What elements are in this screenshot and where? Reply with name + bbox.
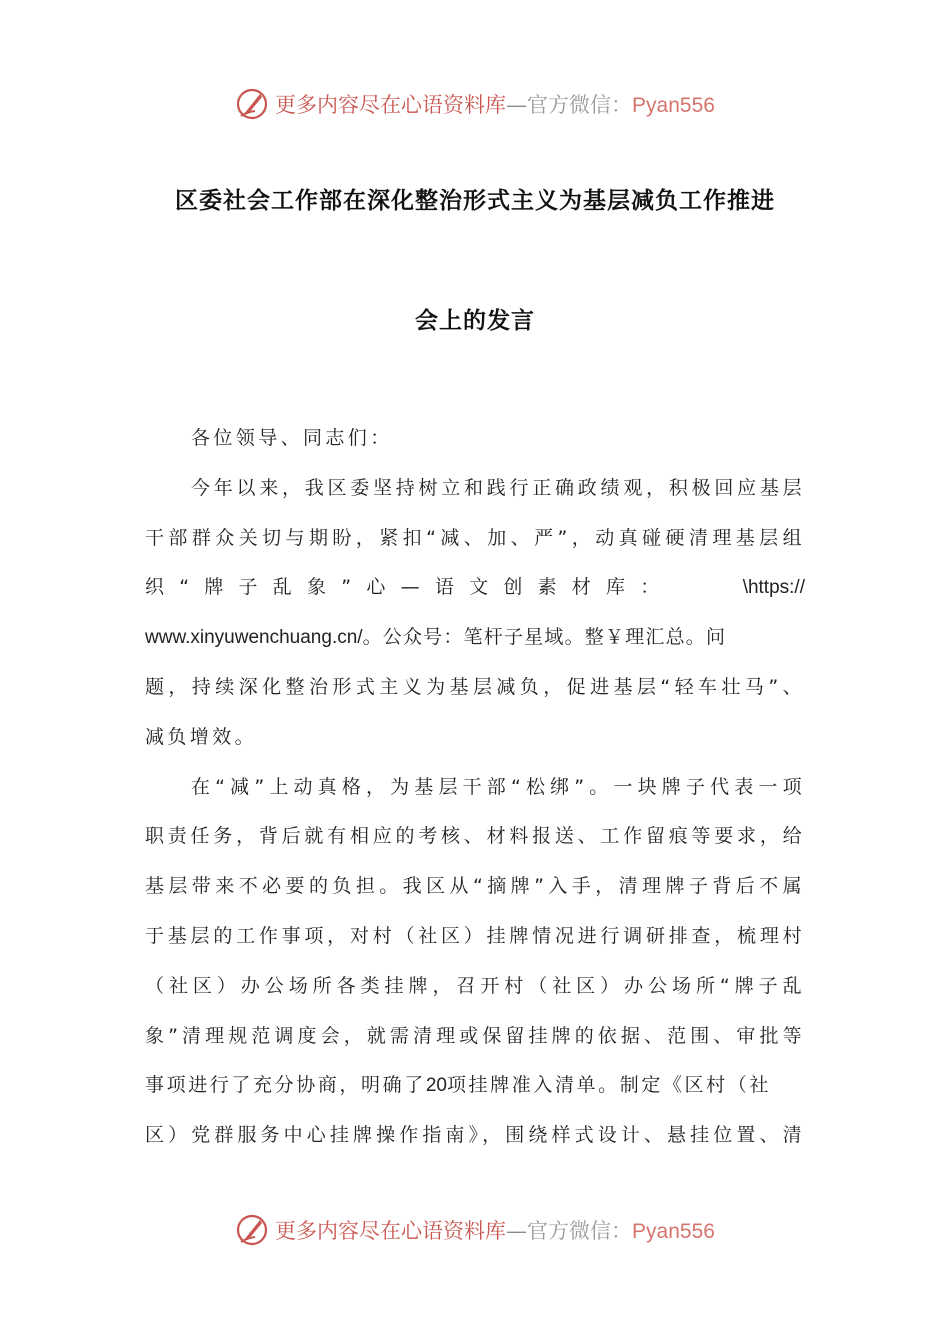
paragraph-line: 题，持续深化整治形式主义为基层减负，促进基层“轻车壮马”、 bbox=[145, 675, 805, 698]
paragraph-line: 减负增效。 bbox=[145, 725, 258, 748]
watermark-dash: — bbox=[506, 93, 528, 117]
watermark-site-text: 更多内容尽在心语资料库 bbox=[275, 1219, 507, 1243]
paragraph-line: （社区）办公场所各类挂牌，召开村（社区）办公场所“牌子乱 bbox=[145, 974, 805, 997]
watermark-banner-bottom bbox=[0, 1208, 950, 1252]
watermark-banner-top bbox=[0, 82, 950, 126]
watermark-handle: Pyan556 bbox=[632, 94, 715, 117]
watermark-dash: — bbox=[506, 1219, 528, 1243]
document-title-line-1: 区委社会工作部在深化整治形式主义为基层减负工作推进 bbox=[175, 188, 775, 214]
salutation-text: 各位领导、同志们： bbox=[191, 427, 393, 449]
watermark-wechat-label: 官方微信： bbox=[527, 93, 633, 117]
document-title-line-2: 会上的发言 bbox=[415, 308, 535, 334]
paragraph-line: 区）党群服务中心挂牌操作指南》，围绕样式设计、悬挂位置、清 bbox=[145, 1124, 805, 1147]
paragraph-line: 基层带来不必要的负担。我区从“摘牌”入手，清理牌子背后不属 bbox=[145, 875, 805, 898]
paragraph-2 bbox=[145, 763, 805, 1161]
watermark-text bbox=[275, 89, 715, 119]
watermark-text bbox=[275, 1215, 715, 1245]
paragraph-line-segment: 项挂牌准入清单。制定《区村（社 bbox=[446, 1074, 771, 1097]
paragraph-line-segment: 织 “ 牌 子 乱 象 ” 心 — 语 文 创 素 材 库 ： bbox=[145, 576, 664, 599]
paragraph-1 bbox=[145, 464, 805, 763]
paragraph-line-segment: 事项进行了充分协商，明确了 bbox=[145, 1074, 426, 1097]
paragraph-line bbox=[145, 1061, 805, 1111]
paragraph-line-url-segment: \https:// bbox=[742, 577, 805, 599]
paragraph-line: 象”清理规范调度会，就需清理或保留挂牌的依据、范围、审批等 bbox=[145, 1024, 805, 1047]
paragraph-line: 职责任务，背后就有相应的考核、材料报送、工作留痕等要求，给 bbox=[145, 825, 805, 848]
paragraph-line: 在“减”上动真格，为基层干部“松绑”。一块牌子代表一项 bbox=[191, 775, 805, 798]
paragraph-line: 于基层的工作事项，对村（社区）挂牌情况进行调研排查，梳理村 bbox=[145, 924, 805, 947]
watermark-site-text: 更多内容尽在心语资料库 bbox=[275, 93, 507, 117]
paragraph-line bbox=[145, 563, 805, 613]
paragraph-line: 今年以来，我区委坚持树立和践行正确政绩观，积极回应基层 bbox=[191, 476, 805, 499]
watermark-wechat-label: 官方微信： bbox=[527, 1219, 633, 1243]
quill-logo-icon bbox=[235, 87, 269, 121]
quill-logo-icon bbox=[235, 1213, 269, 1247]
watermark-handle: Pyan556 bbox=[632, 1220, 715, 1243]
paragraph-line-number: 20 bbox=[425, 1075, 447, 1097]
salutation bbox=[145, 414, 805, 464]
paragraph-line-segment: 。公众号：笔杆子星域。整￥理汇总。问 bbox=[362, 626, 727, 649]
paragraph-line bbox=[145, 613, 805, 663]
paragraph-line: 干部群众关切与期盼，紧扣“减、加、严”，动真碰硬清理基层组 bbox=[145, 526, 805, 549]
document-body bbox=[145, 414, 805, 1161]
paragraph-line-url-segment: www.xinyuwenchuang.cn/ bbox=[145, 627, 363, 649]
